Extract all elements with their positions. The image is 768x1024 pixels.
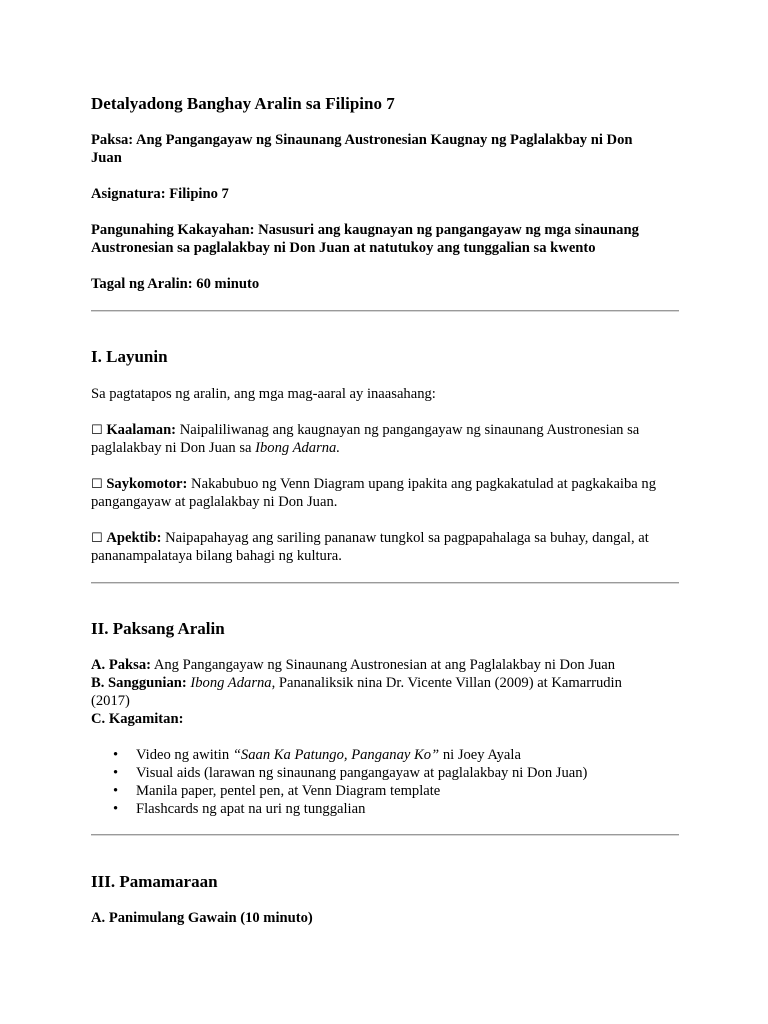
document-title: Detalyadong Banghay Aralin sa Filipino 7 bbox=[91, 94, 395, 113]
panimulang-gawain-heading: A. Panimulang Gawain (10 minuto) bbox=[91, 910, 313, 926]
sanggunian-entry-line-2: (2017) bbox=[91, 693, 130, 709]
objective-label: Saykomotor: bbox=[106, 476, 188, 492]
objective-kaalaman-line-1 bbox=[91, 421, 639, 440]
objective-kaalaman-line-2 bbox=[91, 439, 340, 457]
entry-text: Ang Pangangayaw ng Sinaunang Austronesian at ang Paglalakbay ni Don Juan bbox=[153, 657, 616, 673]
entry-label: B. Sanggunian: bbox=[91, 675, 187, 691]
objective-text: paglalakbay ni Don Juan sa bbox=[91, 440, 256, 456]
bullet-icon: • bbox=[113, 747, 119, 763]
entry-text: , Pananaliksik nina Dr. Vicente Villan (2009) at Kamarrudin bbox=[271, 675, 622, 691]
book-title: Ibong Adarna bbox=[190, 675, 272, 691]
section-divider bbox=[91, 582, 679, 584]
objective-text: Naipapahayag ang sariling pananaw tungkol sa pagpapahalaga sa buhay, dangal, at bbox=[165, 530, 649, 546]
section-divider bbox=[91, 834, 679, 836]
heading-layunin: I. Layunin bbox=[91, 347, 168, 366]
section-divider bbox=[91, 310, 679, 312]
entry-label: A. Paksa: bbox=[91, 657, 151, 673]
material-text bbox=[136, 746, 521, 764]
kakayahan-line-1: Pangunahing Kakayahan: Nasusuri ang kaugnayan ng pangangayaw ng mga sinaunang bbox=[91, 222, 639, 238]
objective-apektib-line-2: pananampalataya bilang bahagi ng kultura. bbox=[91, 548, 342, 564]
material-text: Flashcards ng apat na uri ng tunggalian bbox=[136, 801, 366, 817]
objective-saykomotor-line-2: pangangayaw at paglalakbay ni Don Juan. bbox=[91, 494, 338, 510]
paksa-line-2: Juan bbox=[91, 150, 122, 166]
tagal-ng-aralin: Tagal ng Aralin: 60 minuto bbox=[91, 276, 260, 292]
material-text: Visual aids (larawan ng sinaunang pangangayaw at paglalakbay ni Don Juan) bbox=[136, 765, 588, 781]
song-title: “Saan Ka Patungo, Panganay Ko” bbox=[232, 747, 440, 763]
paksa-entry bbox=[91, 656, 615, 674]
paksa-line-1: Paksa: Ang Pangangayaw ng Sinaunang Austronesian Kaugnay ng Paglalakbay ni Don bbox=[91, 132, 633, 148]
kagamitan-label: C. Kagamitan: bbox=[91, 711, 184, 727]
objective-text: Nakabubuo ng Venn Diagram upang ipakita ang pagkakatulad at pagkakaiba ng bbox=[191, 476, 657, 492]
objective-saykomotor-line-1 bbox=[91, 475, 656, 494]
objective-text: Naipaliliwanag ang kaugnayan ng pangangayaw ng sinaunang Austronesian sa bbox=[179, 422, 640, 438]
checkbox-icon: ☐ bbox=[91, 531, 103, 546]
objective-label: Apektib: bbox=[106, 530, 162, 546]
checkbox-icon: ☐ bbox=[91, 477, 103, 492]
asignatura: Asignatura: Filipino 7 bbox=[91, 186, 229, 202]
sanggunian-entry bbox=[91, 674, 622, 692]
objective-apektib-line-1 bbox=[91, 529, 649, 548]
material-text: Manila paper, pentel pen, at Venn Diagram template bbox=[136, 783, 441, 799]
objective-label: Kaalaman: bbox=[106, 422, 177, 438]
bullet-icon: • bbox=[113, 765, 119, 781]
kakayahan-line-2: Austronesian sa paglalakbay ni Don Juan at natutukoy ang tunggalian sa kwento bbox=[91, 240, 596, 256]
heading-paksang-aralin: II. Paksang Aralin bbox=[91, 619, 225, 638]
layunin-intro: Sa pagtatapos ng aralin, ang mga mag-aaral ay inaasahang: bbox=[91, 386, 436, 402]
bullet-icon: • bbox=[113, 801, 119, 817]
heading-pamamaraan: III. Pamamaraan bbox=[91, 872, 218, 891]
material-text-plain: ni Joey Ayala bbox=[439, 747, 521, 763]
material-text-plain: Video ng awitin bbox=[136, 747, 233, 763]
book-title: Ibong Adarna. bbox=[255, 440, 341, 456]
bullet-icon: • bbox=[113, 783, 119, 799]
checkbox-icon: ☐ bbox=[91, 423, 103, 438]
